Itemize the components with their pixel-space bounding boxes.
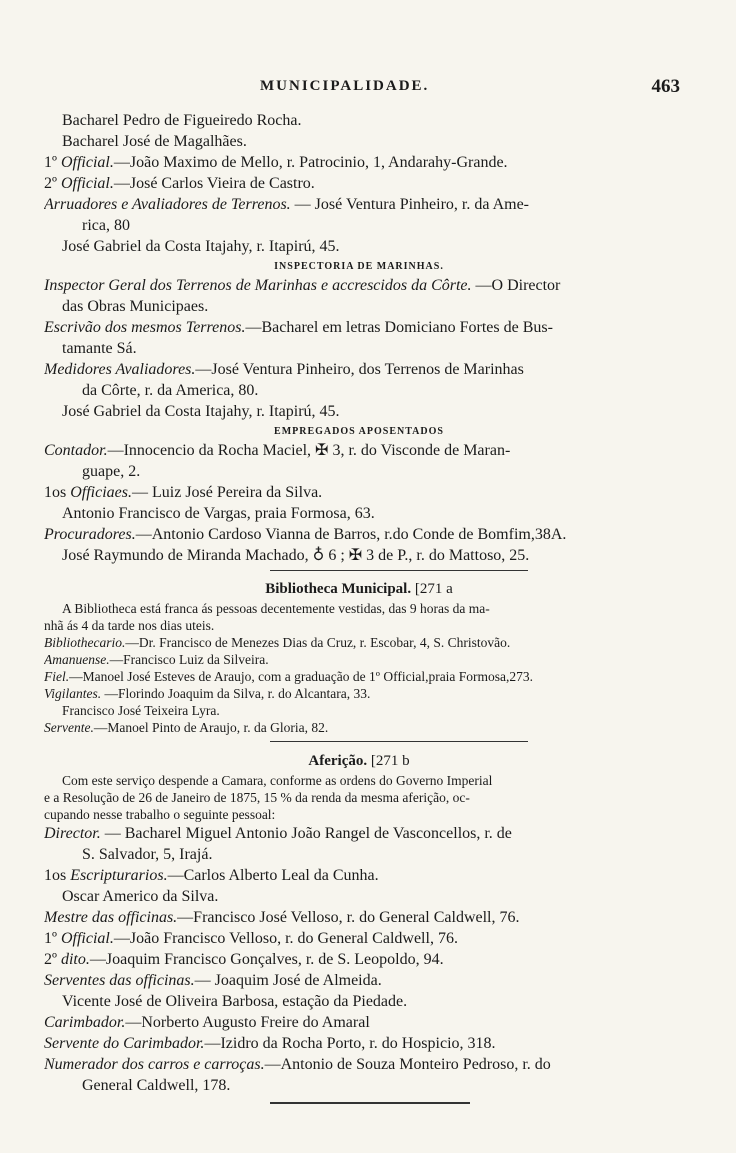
text-line: Arruadores e Avaliadores de Terrenos. — José Ventura Pinheiro, r. da Ame- xyxy=(44,196,530,213)
text-line: 1º Official.—João Maximo de Mello, r. Patrocinio, 1, Andarahy-Grande. xyxy=(44,154,508,171)
text-line: 1os Officiaes.— Luiz José Pereira da Silva. xyxy=(44,484,323,501)
text-line: Director. — Bacharel Miguel Antonio João Rangel de Vasconcellos, r. de xyxy=(44,825,512,842)
text-line: Carimbador.—Norberto Augusto Freire do Amaral xyxy=(44,1014,370,1031)
text-line: Vigilantes. —Florindo Joaquim da Silva, r. do Alcantara, 33. xyxy=(44,686,371,701)
text-line: José Gabriel da Costa Itajahy, r. Itapirú, 45. xyxy=(62,238,340,255)
text-line: guape, 2. xyxy=(82,463,141,480)
text-line: Oscar Americo da Silva. xyxy=(62,888,219,905)
text-line: Com este serviço despende a Camara, conforme as ordens do Governo Imperial xyxy=(62,773,493,788)
subsection-heading: EMPREGADOS APOSENTADOS xyxy=(274,426,444,437)
divider xyxy=(270,741,528,742)
text-line: Bacharel Pedro de Figueiredo Rocha. xyxy=(62,112,302,129)
text-line: cupando nesse trabalho o seguinte pessoal: xyxy=(44,807,276,822)
text-line: Bacharel José de Magalhães. xyxy=(62,133,247,150)
text-line: Medidores Avaliadores.—José Ventura Pinheiro, dos Terrenos de Marinhas xyxy=(44,361,524,378)
section-heading-bibliotheca: Bibliotheca Municipal. [271 a xyxy=(265,581,453,597)
text-line: General Caldwell, 178. xyxy=(82,1077,231,1094)
text-line: e a Resolução de 26 de Janeiro de 1875, 15 % da renda da mesma aferição, oc- xyxy=(44,790,470,805)
text-line: Amanuense.—Francisco Luiz da Silveira. xyxy=(44,652,269,667)
page-header xyxy=(60,78,680,102)
end-rule xyxy=(270,1102,470,1104)
text-line: nhã ás 4 da tarde nos dias uteis. xyxy=(44,618,215,633)
text-line: tamante Sá. xyxy=(62,340,137,357)
page-number: 463 xyxy=(651,76,680,97)
text-line: A Bibliotheca está franca ás pessoas decentemente vestidas, das 9 horas da ma- xyxy=(62,601,490,616)
text-line: da Côrte, r. da America, 80. xyxy=(82,382,259,399)
page-body xyxy=(44,110,674,1106)
text-line: Escrivão dos mesmos Terrenos.—Bacharel em letras Domiciano Fortes de Bus- xyxy=(44,319,553,336)
text-line: José Gabriel da Costa Itajahy, r. Itapirú, 45. xyxy=(62,403,340,420)
text-line: Servente do Carimbador.—Izidro da Rocha Porto, r. do Hospicio, 318. xyxy=(44,1035,496,1052)
text-line: Vicente José de Oliveira Barbosa, estação da Piedade. xyxy=(62,993,408,1010)
text-line: Francisco José Teixeira Lyra. xyxy=(62,703,220,718)
text-line: José Raymundo de Miranda Machado, ♁ 6 ; ✠ 3 de P., r. do Mattoso, 25. xyxy=(62,547,530,564)
text-line: Serventes das officinas.— Joaquim José de Almeida. xyxy=(44,972,382,989)
subsection-heading: INSPECTORIA DE MARINHAS. xyxy=(274,261,444,272)
divider xyxy=(270,570,528,571)
text-line: Procuradores.—Antonio Cardoso Vianna de Barros, r.do Conde de Bomfim,38A. xyxy=(44,526,567,543)
text-line: Inspector Geral dos Terrenos de Marinhas e accrescidos da Côrte. —O Director xyxy=(44,277,561,294)
text-line: S. Salvador, 5, Irajá. xyxy=(82,846,213,863)
text-line: Antonio Francisco de Vargas, praia Formosa, 63. xyxy=(62,505,375,522)
text-line: rica, 80 xyxy=(82,217,130,234)
text-line: Mestre das officinas.—Francisco José Velloso, r. do General Caldwell, 76. xyxy=(44,909,520,926)
text-line: Contador.—Innocencio da Rocha Maciel, ✠ 3, r. do Visconde de Maran- xyxy=(44,442,511,459)
text-line: 1os Escripturarios.—Carlos Alberto Leal da Cunha. xyxy=(44,867,379,884)
text-line: 2º dito.—Joaquim Francisco Gonçalves, r. de S. Leopoldo, 94. xyxy=(44,951,444,968)
text-line: Numerador dos carros e carroças.—Antonio de Souza Monteiro Pedroso, r. do xyxy=(44,1056,551,1073)
text-line: 1º Official.—João Francisco Velloso, r. do General Caldwell, 76. xyxy=(44,930,458,947)
text-line: 2º Official.—José Carlos Vieira de Castro. xyxy=(44,175,315,192)
text-line: Bibliothecario.—Dr. Francisco de Menezes Dias da Cruz, r. Escobar, 4, S. Christovão. xyxy=(44,635,511,650)
text-line: Fiel.—Manoel José Esteves de Araujo, com a graduação de 1º Official,praia Formosa,273. xyxy=(44,669,534,684)
section-heading-afericao: Aferição. [271 b xyxy=(308,753,410,769)
running-title: MUNICIPALIDADE. xyxy=(260,78,430,94)
text-line: das Obras Municipaes. xyxy=(62,298,209,315)
text-line: Servente.—Manoel Pinto de Araujo, r. da Gloria, 82. xyxy=(44,720,329,735)
